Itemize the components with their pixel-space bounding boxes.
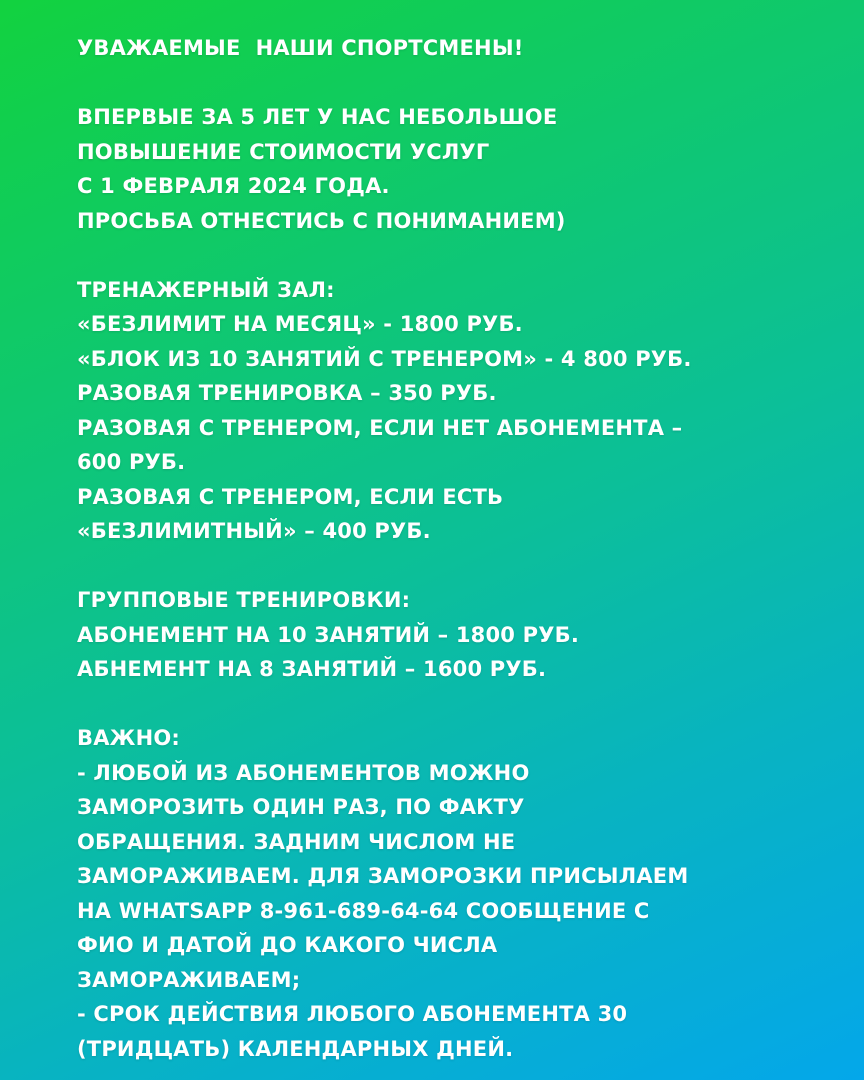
gym-heading: ТРЕНАЖЕРНЫЙ ЗАЛ: <box>77 277 335 302</box>
gym-price-item: РАЗОВАЯ С ТРЕНЕРОМ, ЕСЛИ ЕСТЬ <box>77 484 504 509</box>
group-price-item: АБНЕМЕНТ НА 8 ЗАНЯТИЙ – 1600 РУБ. <box>77 657 547 681</box>
spacer <box>77 549 864 584</box>
group-prices-section <box>77 583 864 687</box>
notice-line: ПОВЫШЕНИЕ СТОИМОСТИ УСЛУГ <box>77 139 490 164</box>
gym-price-item: 600 РУБ. <box>77 450 186 474</box>
gym-price-item: РАЗОВАЯ ТРЕНИРОВКА – 350 РУБ. <box>77 381 497 405</box>
gym-price-item: РАЗОВАЯ С ТРЕНЕРОМ, ЕСЛИ НЕТ АБОНЕМЕНТА – <box>77 415 683 440</box>
group-price-item: АБОНЕМЕНТ НА 10 ЗАНЯТИЙ – 1800 РУБ. <box>77 622 579 647</box>
spacer <box>77 238 864 273</box>
important-line: ЗАМОРАЖИВАЕМ; <box>77 967 301 992</box>
price-notice <box>77 100 864 238</box>
important-heading: ВАЖНО: <box>77 726 180 750</box>
gym-price-item: «БЛОК ИЗ 10 ЗАНЯТИЙ С ТРЕНЕРОМ» - 4 800 РУБ. <box>77 346 692 371</box>
important-line: ОБРАЩЕНИЯ. ЗАДНИМ ЧИСЛОМ НЕ <box>77 829 516 854</box>
notice-line: ПРОСЬБА ОТНЕСТИСЬ С ПОНИМАНИЕМ) <box>77 208 566 233</box>
important-line: - ЛЮБОЙ ИЗ АБОНЕМЕНТОВ МОЖНО <box>77 760 530 785</box>
spacer <box>77 66 864 101</box>
gym-price-item: «БЕЗЛИМИТНЫЙ» – 400 РУБ. <box>77 519 431 543</box>
gym-prices-section <box>77 273 864 549</box>
important-line: НА WHATSAPP 8-961-689-64-64 СООБЩЕНИЕ С <box>77 898 650 923</box>
important-section <box>77 721 864 1066</box>
group-heading: ГРУППОВЫЕ ТРЕНИРОВКИ: <box>77 588 411 612</box>
important-line: (ТРИДЦАТЬ) КАЛЕНДАРНЫХ ДНЕЙ. <box>77 1036 514 1061</box>
important-line: - СРОК ДЕЙСТВИЯ ЛЮБОГО АБОНЕМЕНТА 30 <box>77 1002 628 1026</box>
important-line: ФИО И ДАТОЙ ДО КАКОГО ЧИСЛА <box>77 933 498 957</box>
greeting-heading: УВАЖАЕМЫЕ НАШИ СПОРТСМЕНЫ! <box>77 36 524 60</box>
important-line: ЗАМОРОЗИТЬ ОДИН РАЗ, ПО ФАКТУ <box>77 795 525 819</box>
important-line: ЗАМОРАЖИВАЕМ. ДЛЯ ЗАМОРОЗКИ ПРИСЫЛАЕМ <box>77 864 689 888</box>
spacer <box>77 687 864 722</box>
gym-price-item: «БЕЗЛИМИТ НА МЕСЯЦ» - 1800 РУБ. <box>77 312 523 336</box>
notice-line: ВПЕРВЫЕ ЗА 5 ЛЕТ У НАС НЕБОЛЬШОЕ <box>77 105 558 129</box>
notice-line: С 1 ФЕВРАЛЯ 2024 ГОДА. <box>77 174 390 198</box>
